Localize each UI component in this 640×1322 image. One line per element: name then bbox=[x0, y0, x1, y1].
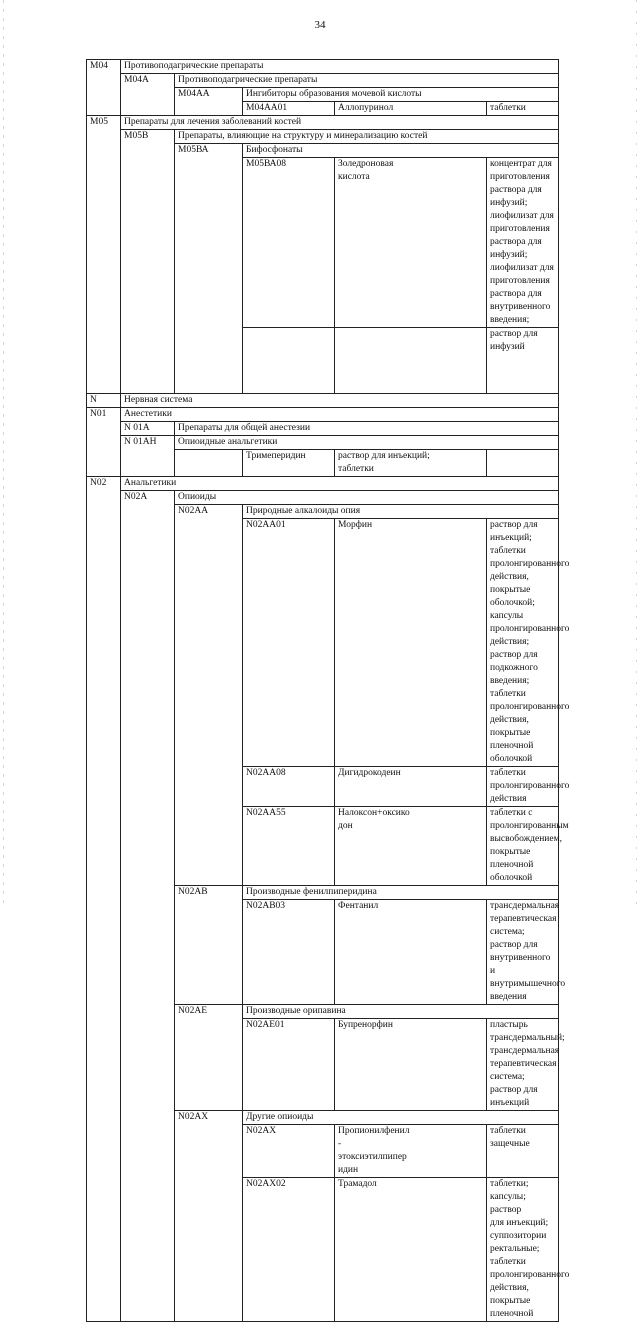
code-cell: N02АХ bbox=[175, 1111, 243, 1322]
page-number: 34 bbox=[314, 19, 326, 31]
table-row bbox=[87, 408, 559, 422]
group-title: Производные фенилпиперидина bbox=[243, 886, 559, 900]
dosage-form: раствор для инфузий bbox=[487, 328, 559, 394]
group-title: Опиоидные анальгетики bbox=[175, 436, 559, 450]
table-row bbox=[87, 60, 559, 74]
code-cell: М05ВА bbox=[175, 144, 243, 394]
table-row bbox=[87, 436, 559, 450]
code-cell: N01 bbox=[87, 408, 121, 477]
table-row bbox=[87, 422, 559, 436]
group-title: Анестетики bbox=[121, 408, 559, 422]
dosage-form: таблетки с пролонгированным высвобождением, покрытые пленочной оболочкой bbox=[487, 807, 559, 886]
dosage-form: таблетки пролонгированного действия bbox=[487, 767, 559, 807]
group-title: Ингибиторы образования мочевой кислоты bbox=[243, 88, 559, 102]
code-cell: N02АА55 bbox=[243, 807, 335, 886]
code-cell: N02АА08 bbox=[243, 767, 335, 807]
dosage-form: раствор для инъекций; таблетки пролонгированного действия, покрытые оболочкой; капсулы пролонгированного действия; раствор для подкожного введения; таблетки пролонгированного действия, покрытые пленочной оболочкой bbox=[487, 519, 559, 767]
group-title: Препараты, влияющие на структуру и минерализацию костей bbox=[175, 130, 559, 144]
code-cell: М04 bbox=[87, 60, 121, 116]
code-cell: М04А bbox=[121, 74, 175, 116]
group-title: Опиоиды bbox=[175, 491, 559, 505]
drug-table bbox=[86, 59, 570, 1322]
group-title: Противоподагрические препараты bbox=[121, 60, 559, 74]
code-cell: N02АА bbox=[175, 505, 243, 886]
code-cell: N 01АН bbox=[121, 436, 175, 477]
code-cell: М05В bbox=[121, 130, 175, 394]
group-title: Производные орипавина bbox=[243, 1005, 559, 1019]
scan-edge-right bbox=[636, 0, 637, 905]
group-title: Нервная система bbox=[121, 394, 559, 408]
code-cell: N02АЕ01 bbox=[243, 1019, 335, 1111]
note-cell bbox=[487, 450, 559, 477]
group-title: Препараты для лечения заболеваний костей bbox=[121, 116, 559, 130]
table-row bbox=[87, 477, 559, 491]
code-cell: N02АХ02 bbox=[243, 1178, 335, 1322]
group-title: Противоподагрические препараты bbox=[175, 74, 559, 88]
drug-name: Морфин bbox=[335, 519, 487, 767]
code-cell: N02АА01 bbox=[243, 519, 335, 767]
code-cell: N 01А bbox=[121, 422, 175, 436]
code-cell: N02АВ bbox=[175, 886, 243, 1005]
code-cell bbox=[175, 450, 243, 477]
dosage-form: таблетки bbox=[487, 102, 559, 116]
code-cell: М05ВА08 bbox=[243, 158, 335, 328]
dosage-form: концентрат для приготовления раствора для инфузий; лиофилизат для приготовления раствора для инфузий; лиофилизат для приготовления раствора для внутривенного введения; bbox=[487, 158, 559, 328]
dosage-form: таблетки; капсулы; раствор для инъекций; суппозитории ректальные; таблетки пролонгированного действия, покрытые пленочной bbox=[487, 1178, 559, 1322]
code-cell: N02А bbox=[121, 491, 175, 1322]
code-cell: N02АЕ bbox=[175, 1005, 243, 1111]
drug-name: Трамадол bbox=[335, 1178, 487, 1322]
dosage-form: трансдермальная терапевтическая система; раствор для внутривенного и внутримышечного введения bbox=[487, 900, 559, 1005]
code-cell: N bbox=[87, 394, 121, 408]
drug-name bbox=[335, 328, 487, 394]
drug-name: Фентанил bbox=[335, 900, 487, 1005]
code-cell bbox=[243, 328, 335, 394]
scan-edge-left bbox=[3, 0, 4, 905]
drug-name: Пропионилфенил - этоксиэтилпипер идин bbox=[335, 1125, 487, 1178]
code-cell: N02 bbox=[87, 477, 121, 1322]
code-cell: М05 bbox=[87, 116, 121, 394]
drug-name: Налоксон+оксико дон bbox=[335, 807, 487, 886]
drug-name: Бупренорфин bbox=[335, 1019, 487, 1111]
dosage-form: таблетки защечные bbox=[487, 1125, 559, 1178]
drug-name: Аллопуринол bbox=[335, 102, 487, 116]
table-row bbox=[87, 130, 559, 144]
dosage-form: раствор для инъекций; таблетки bbox=[335, 450, 487, 477]
drug-name: Золедроновая кислота bbox=[335, 158, 487, 328]
group-title: Природные алкалоиды опия bbox=[243, 505, 559, 519]
table-row bbox=[87, 491, 559, 505]
table-row bbox=[87, 116, 559, 130]
group-title: Другие опиоиды bbox=[243, 1111, 559, 1125]
drug-name: Дигидрокодеин bbox=[335, 767, 487, 807]
code-cell: М04АА01 bbox=[243, 102, 335, 116]
group-title: Бифосфонаты bbox=[243, 144, 559, 158]
code-cell: N02АВ03 bbox=[243, 900, 335, 1005]
table-row bbox=[87, 74, 559, 88]
drug-name: Тримеперидин bbox=[243, 450, 335, 477]
code-cell: N02АХ bbox=[243, 1125, 335, 1178]
dosage-form: пластырь трансдермальный; трансдермальная терапевтическая система; раствор для инъекций bbox=[487, 1019, 559, 1111]
group-title: Препараты для общей анестезии bbox=[175, 422, 559, 436]
group-title: Анальгетики bbox=[121, 477, 559, 491]
table-row bbox=[87, 394, 559, 408]
code-cell: М04АА bbox=[175, 88, 243, 116]
